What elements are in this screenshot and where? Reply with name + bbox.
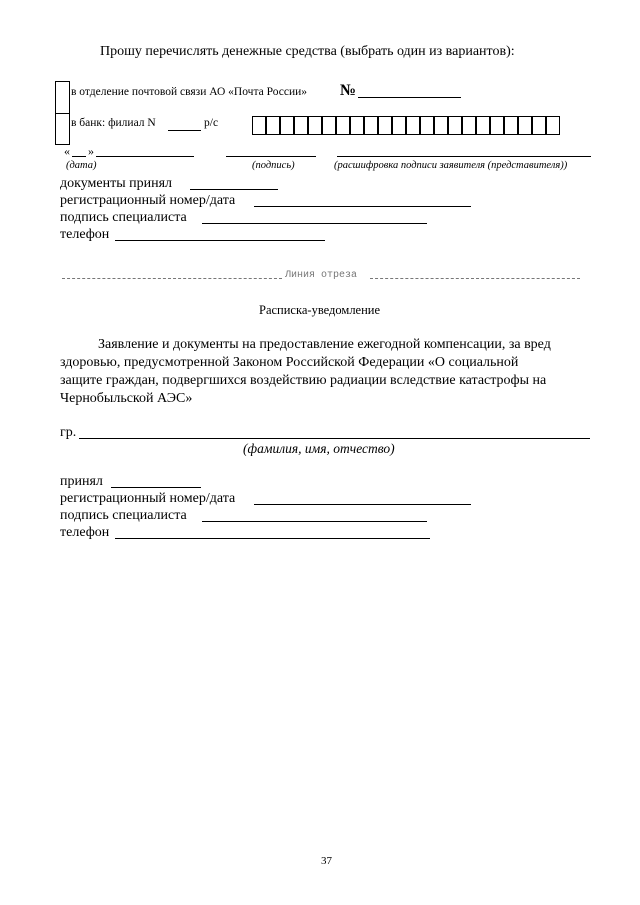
accepted-label-bottom: принял	[60, 474, 103, 489]
reg-number-label-top: регистрационный номер/дата	[60, 193, 236, 208]
phone-label-top: телефон	[60, 227, 110, 242]
citizen-fio-field[interactable]	[79, 438, 590, 439]
reg-number-field-bottom[interactable]	[254, 504, 471, 505]
decoding-caption: (расшифровка подписи заявителя (представителя))	[334, 160, 568, 171]
bank-checkbox[interactable]	[55, 113, 70, 145]
receipt-title: Расписка-уведомление	[259, 303, 381, 317]
cut-line-label: Линия отреза	[285, 270, 358, 281]
cut-line-right	[370, 278, 580, 279]
receipt-paragraph-line1: Заявление и документы на предоставление ежегодной компенсации, за вред	[98, 337, 551, 352]
fio-caption: (фамилия, имя, отчество)	[243, 441, 395, 456]
phone-field-top[interactable]	[115, 240, 325, 241]
specialist-signature-field-bottom[interactable]	[202, 521, 427, 522]
specialist-signature-label-bottom: подпись специалиста	[60, 508, 187, 523]
accepted-field-bottom[interactable]	[111, 487, 201, 488]
receipt-paragraph-line4: Чернобыльской АЭС»	[60, 391, 193, 406]
bank-label: в банк: филиал N	[71, 117, 156, 129]
page-number: 37	[321, 855, 332, 867]
specialist-signature-label-top: подпись специалиста	[60, 210, 187, 225]
account-label: р/с	[204, 117, 219, 129]
reg-number-label-bottom: регистрационный номер/дата	[60, 491, 236, 506]
cut-line-left	[62, 278, 282, 279]
reg-number-field-top[interactable]	[254, 206, 471, 207]
date-day-field[interactable]	[72, 156, 86, 157]
post-office-number-field[interactable]	[358, 97, 461, 98]
accepted-field-top[interactable]	[190, 189, 278, 190]
post-office-checkbox[interactable]	[55, 81, 70, 115]
request-heading: Прошу перечислять денежные средства (выбрать один из вариантов):	[100, 44, 515, 59]
date-field[interactable]	[96, 156, 194, 157]
date-quote-open: «	[64, 144, 70, 158]
specialist-signature-field-top[interactable]	[202, 223, 427, 224]
bank-branch-field[interactable]	[168, 130, 201, 131]
phone-label-bottom: телефон	[60, 525, 110, 540]
accepted-label-top: документы принял	[60, 176, 173, 191]
number-sign: №	[340, 82, 357, 99]
citizen-prefix: гр.	[60, 425, 77, 440]
date-caption: (дата)	[66, 160, 97, 171]
date-quote-close: »	[88, 144, 94, 158]
signature-decoding-field[interactable]	[337, 156, 591, 157]
post-office-label: в отделение почтовой связи АО «Почта России»	[71, 86, 308, 98]
signature-caption: (подпись)	[252, 160, 295, 171]
receipt-paragraph-line3: защите граждан, подвергшихся воздействию радиации вследствие катастрофы на	[60, 373, 547, 388]
receipt-paragraph-line2: здоровью, предусмотренной Законом Российской Федерации «О социальной	[60, 355, 519, 370]
signature-field[interactable]	[226, 156, 316, 157]
phone-field-bottom[interactable]	[115, 538, 430, 539]
